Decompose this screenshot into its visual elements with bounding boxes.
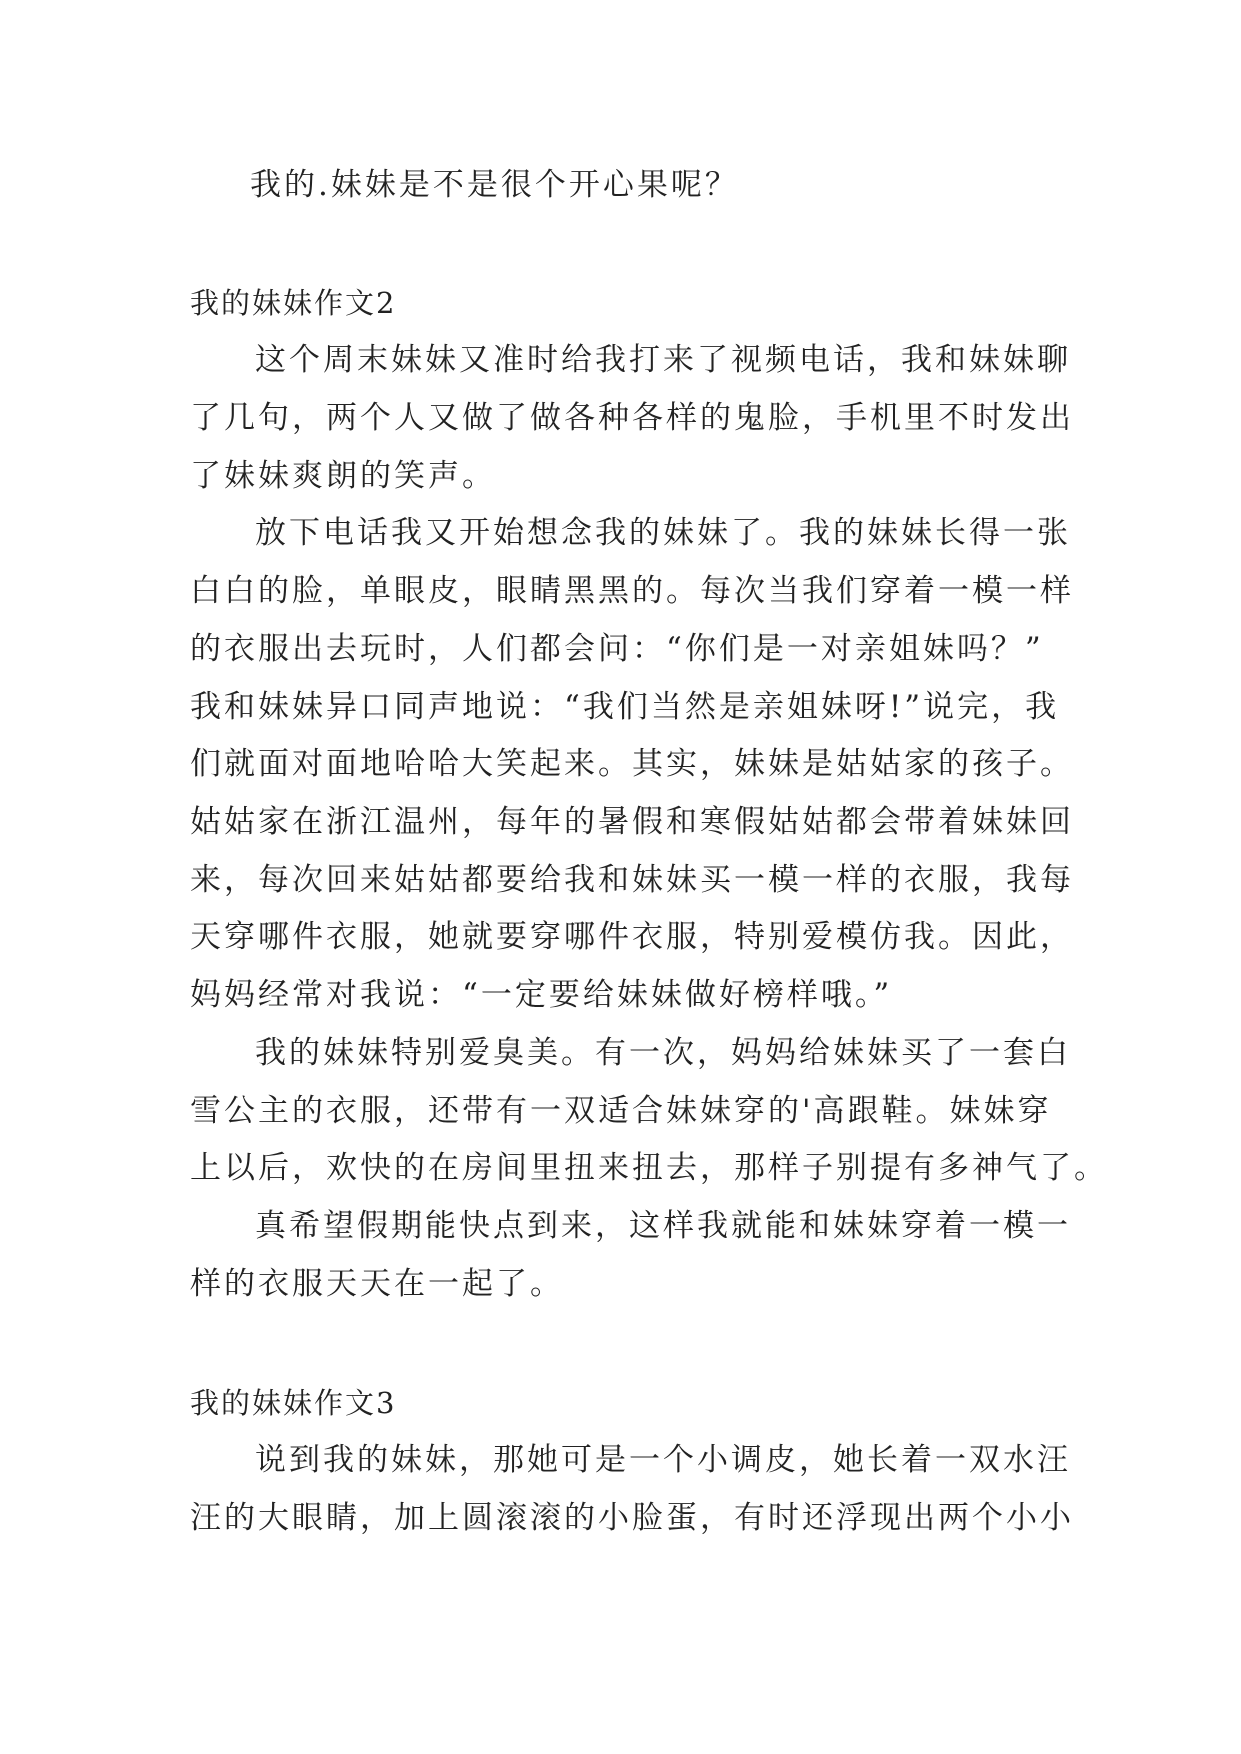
- paragraph-line: 姑姑家在浙江温州，每年的暑假和寒假姑姑都会带着妹妹回: [190, 804, 1074, 840]
- paragraph-line: 放下电话我又开始想念我的妹妹了。我的妹妹长得一张: [255, 515, 1071, 551]
- paragraph-line: 真希望假期能快点到来，这样我就能和妹妹穿着一模一: [255, 1208, 1071, 1244]
- paragraph-line: 汪的大眼睛，加上圆滚滚的小脸蛋，有时还浮现出两个小小: [190, 1500, 1074, 1536]
- paragraph-line: 白白的脸，单眼皮，眼睛黑黑的。每次当我们穿着一模一样: [190, 573, 1074, 609]
- section-heading-2: 我的妹妹作文2: [190, 286, 397, 320]
- paragraph-line: 妈妈经常对我说：“一定要给妹妹做好榜样哦。”: [190, 977, 893, 1013]
- section-heading-3: 我的妹妹作文3: [190, 1386, 397, 1420]
- paragraph-line: 我的妹妹特别爱臭美。有一次，妈妈给妹妹买了一套白: [255, 1035, 1071, 1071]
- paragraph-line: 这个周末妹妹又准时给我打来了视频电话，我和妹妹聊: [255, 342, 1071, 378]
- paragraph-line: 了妹妹爽朗的笑声。: [190, 458, 496, 494]
- paragraph-line: 雪公主的衣服，还带有一双适合妹妹穿的'高跟鞋。妹妹穿: [190, 1093, 1052, 1129]
- paragraph-line: 说到我的妹妹，那她可是一个小调皮，她长着一双水汪: [255, 1442, 1071, 1478]
- paragraph-line: 的衣服出去玩时，人们都会问：“你们是一对亲姐妹吗？”: [190, 631, 1044, 667]
- paragraph-line: 天穿哪件衣服，她就要穿哪件衣服，特别爱模仿我。因此，: [190, 919, 1074, 955]
- paragraph-line: 我和妹妹异口同声地说：“我们当然是亲姐妹呀!”说完，我: [190, 689, 1060, 725]
- paragraph-line: 来，每次回来姑姑都要给我和妹妹买一模一样的衣服，我每: [190, 862, 1074, 898]
- paragraph-line: 们就面对面地哈哈大笑起来。其实，妹妹是姑姑家的孩子。: [190, 746, 1074, 782]
- paragraph-line: 了几句，两个人又做了做各种各样的鬼脸，手机里不时发出: [190, 400, 1074, 436]
- opening-line: 我的.妹妹是不是很个开心果呢？: [250, 167, 739, 203]
- paragraph-line: 上以后，欢快的在房间里扭来扭去，那样子别提有多神气了。: [190, 1150, 1108, 1186]
- paragraph-line: 样的衣服天天在一起了。: [190, 1266, 564, 1302]
